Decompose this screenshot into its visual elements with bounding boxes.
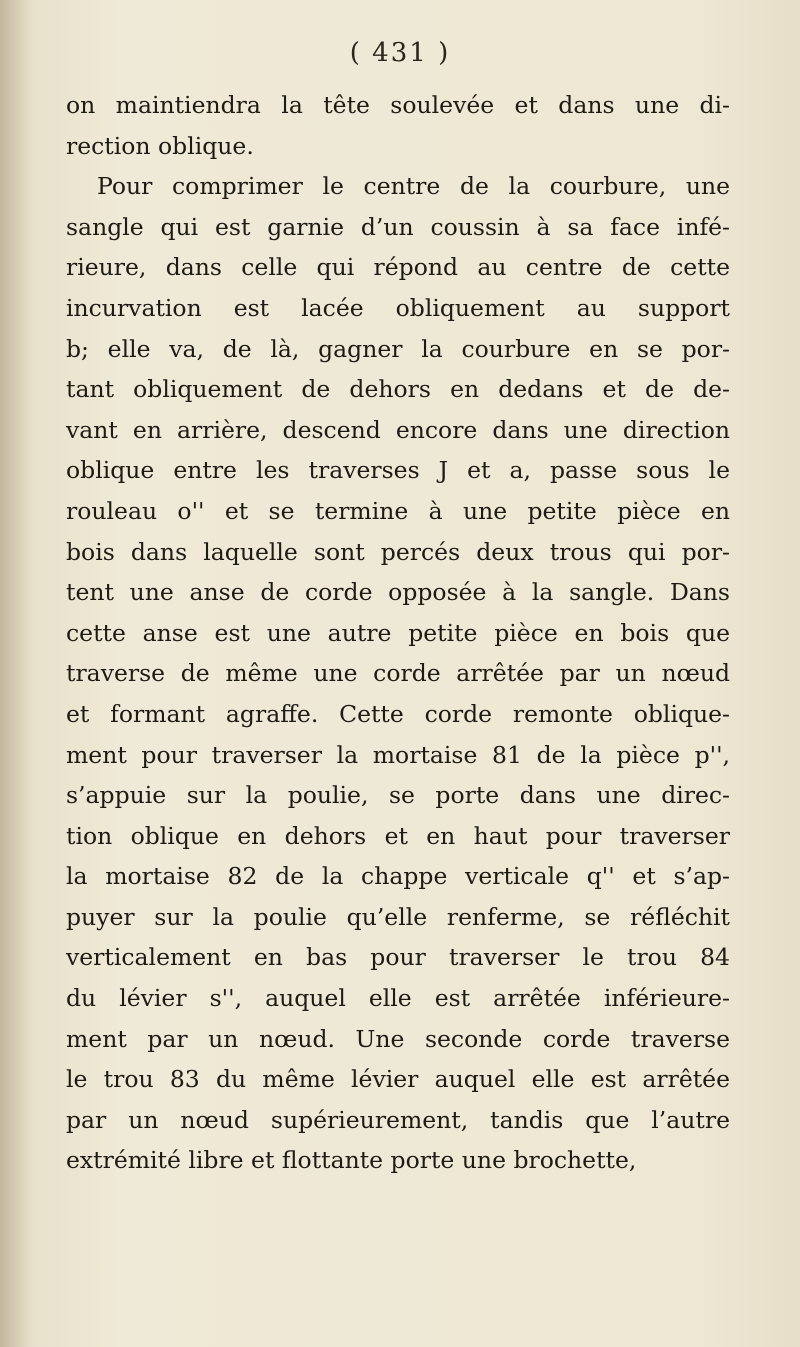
text-line: incurvation est lacée obliquement au support [66, 293, 730, 322]
text-line: tent une anse de corde opposée à la sangle. Dans [66, 578, 730, 607]
text-line: vant en arrière, descend encore dans une direction [66, 415, 730, 444]
text-line: Pour comprimer le centre de la courbure, une [97, 172, 730, 201]
text-line: du lévier s'', auquel elle est arrêtée inférieure- [66, 984, 730, 1013]
text-line: la mortaise 82 de la chappe verticale q'' et s’ap- [66, 862, 730, 891]
text-line: oblique entre les traverses J et a, passe sous le [66, 456, 730, 485]
text-line: tant obliquement de dehors en dedans et de de- [66, 375, 730, 404]
text-line: ment par un nœud. Une seconde corde traverse [66, 1024, 730, 1053]
text-line: s’appuie sur la poulie, se porte dans une direc- [66, 781, 730, 810]
text-line: bois dans laquelle sont percés deux trous qui por- [66, 537, 730, 566]
page-gutter-shadow [0, 0, 28, 1347]
text-line: puyer sur la poulie qu’elle renferme, se réfléchit [66, 902, 730, 931]
text-line: tion oblique en dehors et en haut pour traverser [66, 821, 730, 850]
text-line: rieure, dans celle qui répond au centre de cette [66, 253, 730, 282]
text-line: et formant agraffe. Cette corde remonte oblique- [66, 699, 730, 728]
text-line: extrémité libre et flottante porte une brochette, [66, 1146, 637, 1175]
text-line: cette anse est une autre petite pièce en bois que [66, 618, 730, 647]
text-line: rection oblique. [66, 131, 254, 160]
page-number: ( 431 ) [349, 38, 451, 68]
text-line: rouleau o'' et se termine à une petite pièce en [66, 496, 730, 525]
text-line: b; elle va, de là, gagner la courbure en se por- [66, 334, 730, 363]
text-line: sangle qui est garnie d’un coussin à sa face infé- [66, 212, 730, 241]
text-line: ment pour traverser la mortaise 81 de la pièce p'', [66, 740, 730, 769]
text-line: verticalement en bas pour traverser le trou 84 [66, 943, 730, 972]
body-text [66, 85, 730, 1181]
text-line: par un nœud supérieurement, tandis que l’autre [66, 1105, 730, 1134]
text-line: le trou 83 du même lévier auquel elle est arrêtée [66, 1065, 730, 1094]
text-line: traverse de même une corde arrêtée par un nœud [66, 659, 730, 688]
text-line: on maintiendra la tête soulevée et dans une di- [66, 91, 730, 119]
